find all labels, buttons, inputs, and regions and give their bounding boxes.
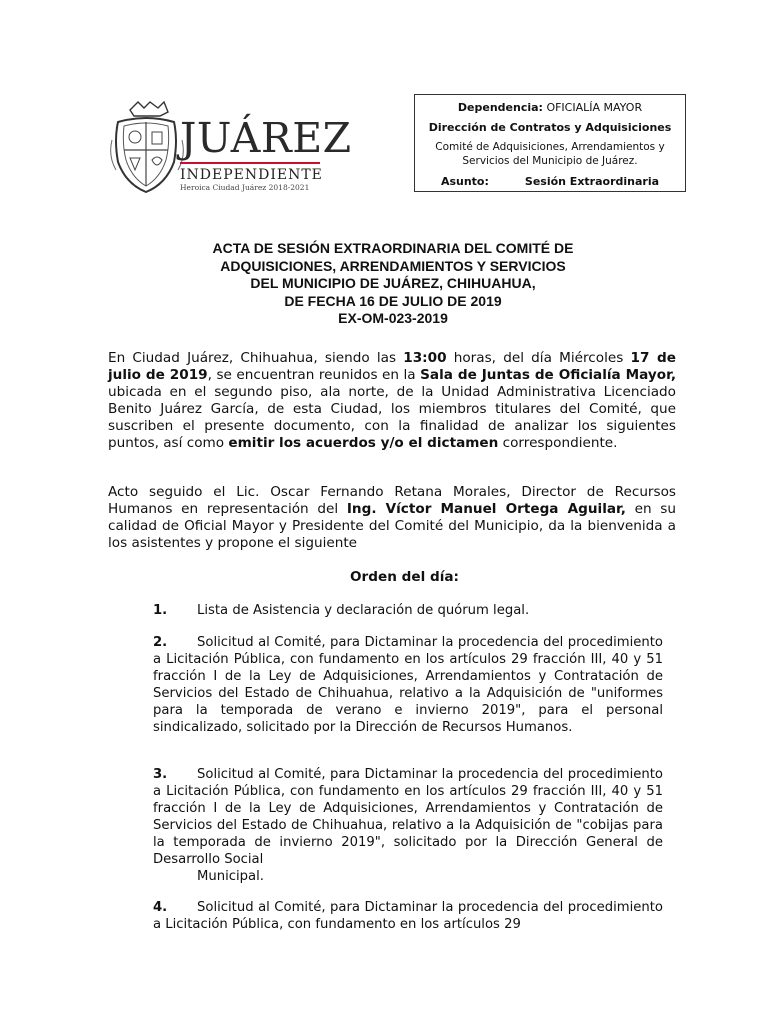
title-line: DEL MUNICIPIO DE JUÁREZ, CHIHUAHUA, xyxy=(250,275,536,291)
opening-paragraph xyxy=(108,350,676,452)
brand-wordmark xyxy=(180,114,352,193)
agenda-item-number: 1. xyxy=(153,603,168,618)
title-line: EX-OM-023-2019 xyxy=(338,310,448,326)
bold-text: 13:00 xyxy=(403,350,447,366)
second-paragraph xyxy=(108,484,676,552)
text: Acto seguido el Lic. Oscar Fernando Retana Morales, Director de Recursos Humanos en representación del xyxy=(108,484,676,517)
title-line: DE FECHA 16 DE JULIO DE 2019 xyxy=(284,292,502,309)
bold-text: emitir los acuerdos y/o el dictamen xyxy=(228,435,499,451)
agenda-item-continuation: Municipal. xyxy=(197,869,264,884)
bold-text: Sala de Juntas de Oficialía Mayor, xyxy=(420,367,676,383)
dependencia-label: Dependencia: xyxy=(457,101,543,114)
asunto-line xyxy=(415,174,685,189)
coat-of-arms-icon xyxy=(108,100,186,196)
agenda-item-number: 4. xyxy=(153,900,168,915)
brand-tagline: Heroica Ciudad Juárez 2018-2021 xyxy=(180,183,310,192)
text: horas, del día Miércoles xyxy=(446,350,631,366)
bold-text: 17 de julio de 2019 xyxy=(108,350,676,383)
document-title xyxy=(110,240,676,328)
document-info-box xyxy=(414,94,686,192)
agenda-item xyxy=(153,766,663,885)
title-line: ACTA DE SESIÓN EXTRAORDINARIA DEL COMITÉ DE xyxy=(212,240,574,256)
direccion-line: Dirección de Contratos y Adquisiciones xyxy=(428,121,672,134)
agenda-item-text: Lista de Asistencia y declaración de quórum legal. xyxy=(197,603,530,618)
text: ubicada en el segundo piso, ala norte, de la Unidad Administrativa Licenciado Benito Juárez García, de esta Ciudad, los miembros titulares del Comité, que suscriben el presente documento, con la finalidad de analizar los siguientes puntos, así como xyxy=(108,384,676,451)
agenda-heading: Orden del día: xyxy=(350,569,459,585)
agenda-item-text: Solicitud al Comité, para Dictaminar la procedencia del procedimiento a Licitación Pública, con fundamento en los artículos 29 fracción III, 40 y 51 fracción I de la Ley de Adquisiciones, Arrendamientos y Contratación de Servicios del Estado de Chihuahua, relativo a la Adquisición de "uniformes para la temporada de verano e invierno 2019", para el personal sindicalizado, solicitado por la Dirección de Recursos Humanos. xyxy=(153,635,663,735)
title-line: ADQUISICIONES, ARRENDAMIENTOS Y SERVICIOS xyxy=(220,257,566,274)
agenda-item-text: Solicitud al Comité, para Dictaminar la procedencia del procedimiento a Licitación Pública, con fundamento en los artículos 29 fracción III, 40 y 51 fracción I de la Ley de Adquisiciones, Arrendamientos y Contratación de Servicios del Estado de Chihuahua, relativo a la Adquisición de "cobijas para la temporada de invierno 2019", solicitado por la Dirección General de Desarrollo Social xyxy=(153,767,663,867)
comite-line: Comité de Adquisiciones, Arrendamientos y Servicios del Municipio de Juárez. xyxy=(435,141,665,167)
brand-name: JUÁREZ xyxy=(180,114,352,162)
text: en su calidad de Oficial Mayor y Presidente del Comité del Municipio, da la bienvenida a los asistentes y propone el siguiente xyxy=(108,501,676,551)
dependencia-value: OFICIALÍA MAYOR xyxy=(546,101,643,114)
asunto-value: Sesión Extraordinaria xyxy=(524,175,660,188)
text: , se encuentran reunidos en la xyxy=(207,367,421,383)
agenda-item xyxy=(153,634,663,736)
agenda-item-text: Solicitud al Comité, para Dictaminar la procedencia del procedimiento a Licitación Pública, con fundamento en los artículos 29 xyxy=(153,900,663,932)
brand-subtitle: INDEPENDIENTE xyxy=(180,167,323,183)
agenda-item xyxy=(153,899,663,933)
dependencia-line xyxy=(415,100,685,115)
bold-text: Ing. Víctor Manuel Ortega Aguilar, xyxy=(346,501,626,517)
municipal-logo xyxy=(108,100,352,196)
agenda-item-number: 2. xyxy=(153,635,168,650)
agenda-item xyxy=(153,602,663,619)
text: correspondiente. xyxy=(498,435,618,451)
brand-divider xyxy=(180,162,320,164)
agenda-item-number: 3. xyxy=(153,767,168,782)
text: En Ciudad Juárez, Chihuahua, siendo las xyxy=(108,350,404,366)
asunto-label: Asunto: xyxy=(440,175,489,188)
